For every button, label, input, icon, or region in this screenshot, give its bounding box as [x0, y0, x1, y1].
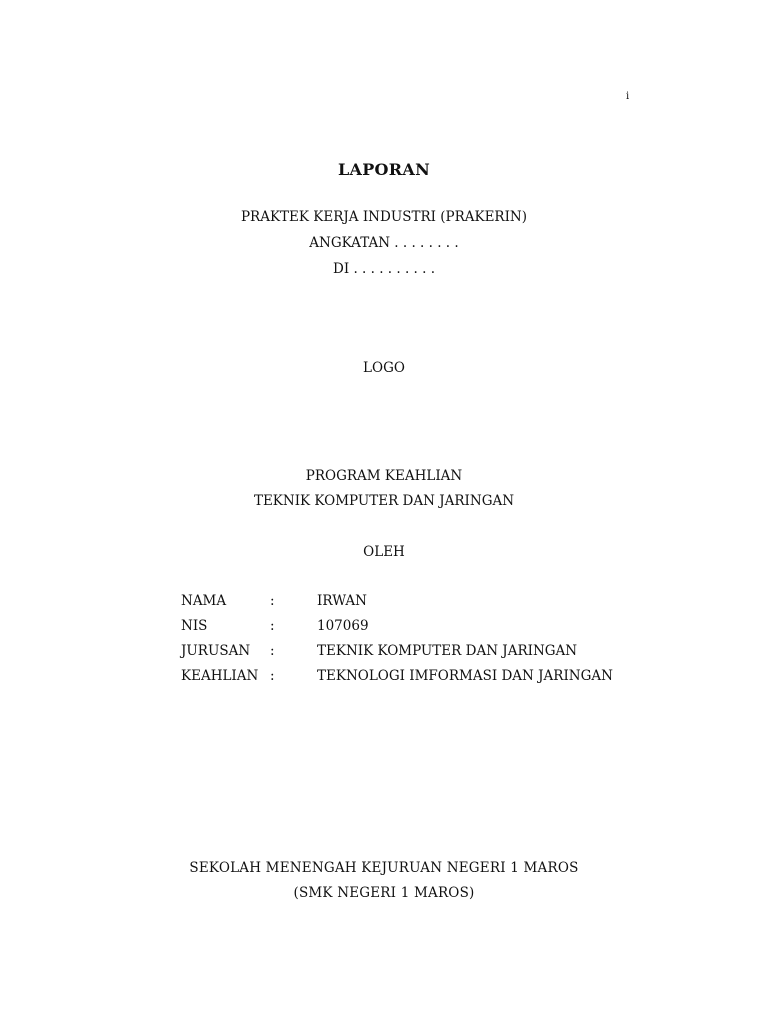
info-label: NAMA	[181, 593, 227, 609]
info-row-nama	[181, 593, 681, 618]
info-colon: :	[270, 618, 275, 634]
info-row-keahlian	[181, 668, 681, 693]
subtitle-angkatan: ANGKATAN . . . . . . . .	[309, 235, 459, 251]
program-label: PROGRAM KEAHLIAN	[305, 468, 463, 484]
info-row-jurusan	[181, 643, 681, 668]
info-label: NIS	[181, 618, 208, 634]
program-name: TEKNIK KOMPUTER DAN JARINGAN	[253, 493, 515, 509]
info-value: TEKNIK KOMPUTER DAN JARINGAN	[317, 643, 578, 659]
info-label: JURUSAN	[181, 643, 251, 659]
school-abbreviation: (SMK NEGERI 1 MAROS)	[293, 885, 475, 901]
by-label: OLEH	[363, 544, 405, 560]
subtitle-prakerin: PRAKTEK KERJA INDUSTRI (PRAKERIN)	[240, 209, 528, 225]
logo-placeholder: LOGO	[363, 360, 405, 376]
info-value: 107069	[317, 618, 369, 634]
report-title: LAPORAN	[337, 160, 431, 179]
student-info-table	[181, 593, 681, 693]
info-value: IRWAN	[317, 593, 367, 609]
info-colon: :	[270, 643, 275, 659]
info-label: KEAHLIAN	[181, 668, 259, 684]
page-number: i	[626, 91, 630, 102]
info-colon: :	[270, 593, 275, 609]
info-row-nis	[181, 618, 681, 643]
subtitle-location: DI . . . . . . . . . .	[333, 261, 435, 277]
info-value: TEKNOLOGI IMFORMASI DAN JARINGAN	[317, 668, 613, 684]
school-name: SEKOLAH MENENGAH KEJURUAN NEGERI 1 MAROS	[189, 860, 579, 876]
info-colon: :	[270, 668, 275, 684]
